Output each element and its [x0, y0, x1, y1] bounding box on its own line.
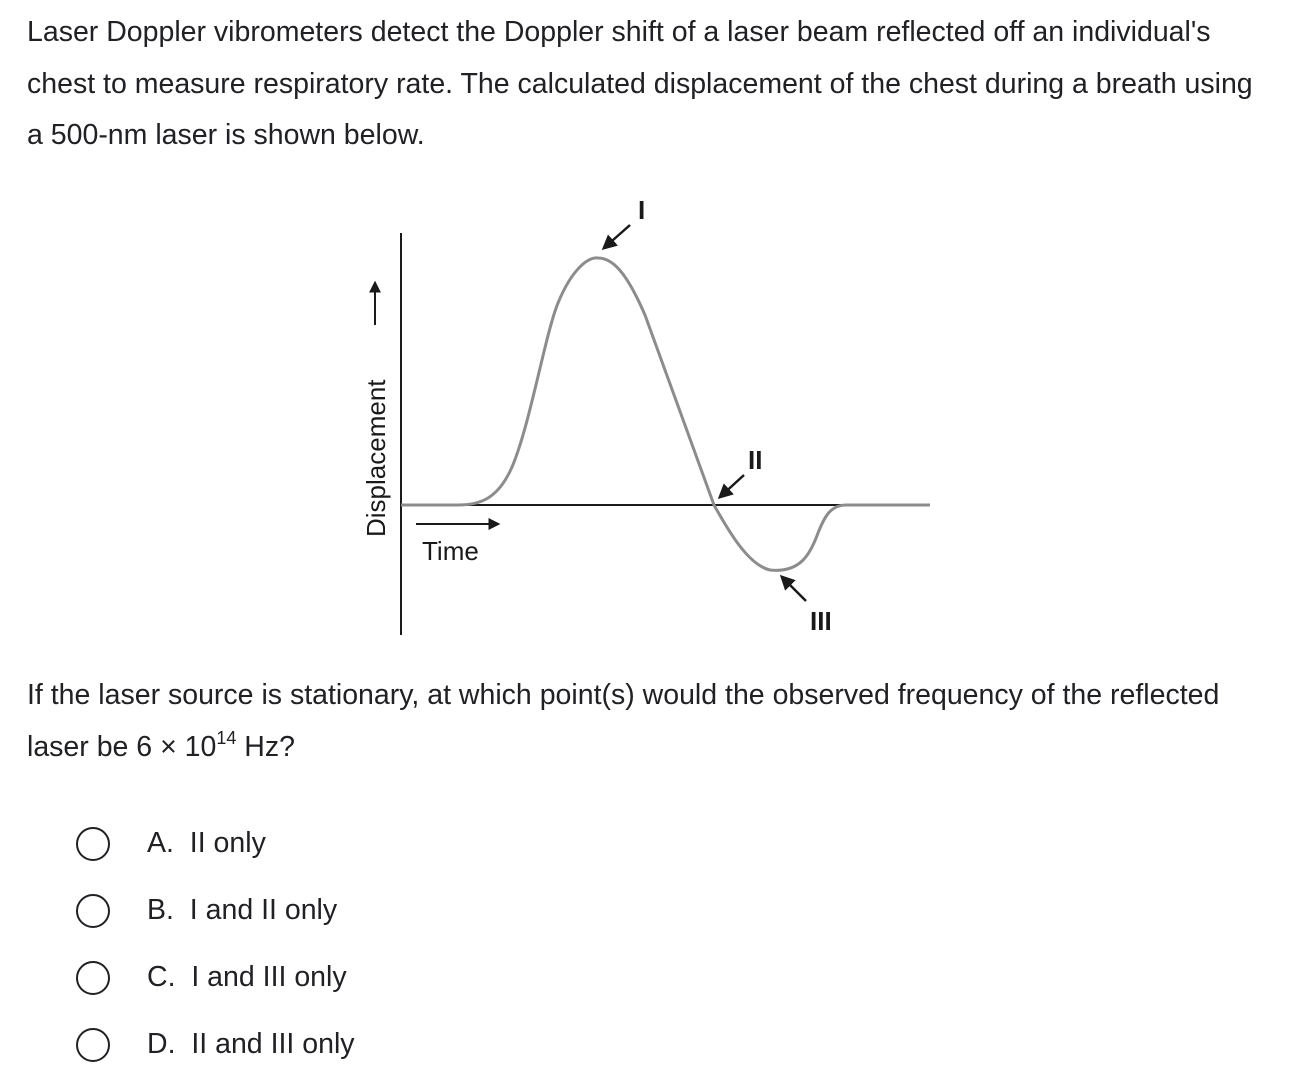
y-axis-label: Displacement	[361, 379, 391, 537]
choice-b[interactable]	[76, 877, 355, 944]
question-stem: Laser Doppler vibrometers detect the Doppler shift of a laser beam reflected off an individual's chest to measure respiratory rate. The calculated displacement of the chest during a breath using a 500-nm laser is shown below.	[27, 16, 1253, 151]
choice-b-text: I and II only	[189, 894, 338, 926]
question-prompt-text: If the laser source is stationary, at which point(s) would the observed frequency of the reflected laser be 6 × 10	[27, 679, 1220, 763]
choice-d-text: II and III only	[191, 1028, 355, 1060]
choice-a-radio[interactable]	[76, 827, 110, 861]
displacement-time-figure	[340, 185, 950, 645]
choice-d-label[interactable]	[147, 1028, 355, 1061]
choice-d-radio[interactable]	[76, 1028, 110, 1062]
choice-d-letter: D.	[147, 1028, 176, 1060]
x-axis-label: Time	[422, 536, 479, 566]
choice-c-label[interactable]	[147, 961, 347, 994]
choice-a-text: II only	[189, 827, 266, 859]
choice-a[interactable]	[76, 810, 355, 877]
choice-b-radio[interactable]	[76, 894, 110, 928]
answer-choices	[76, 810, 355, 1078]
displacement-graph	[340, 185, 950, 645]
point-ii-arrow	[720, 475, 744, 497]
choice-b-letter: B.	[147, 894, 174, 926]
choice-c-radio[interactable]	[76, 961, 110, 995]
choice-b-label[interactable]	[147, 894, 337, 927]
question-prompt-unit: Hz?	[236, 730, 295, 763]
point-iii-label: III	[810, 606, 832, 636]
choice-a-letter: A.	[147, 827, 174, 859]
question-prompt-exponent: 14	[216, 727, 237, 748]
point-iii-arrow	[782, 577, 806, 601]
choice-c-text: I and III only	[191, 961, 347, 993]
point-i-label: I	[638, 195, 646, 225]
choice-c-letter: C.	[147, 961, 176, 993]
question-prompt	[27, 670, 1267, 773]
choice-a-label[interactable]	[147, 827, 266, 860]
point-i-arrow	[604, 225, 630, 248]
choice-c[interactable]	[76, 944, 355, 1011]
point-ii-label: II	[748, 445, 763, 475]
choice-d[interactable]	[76, 1011, 355, 1078]
